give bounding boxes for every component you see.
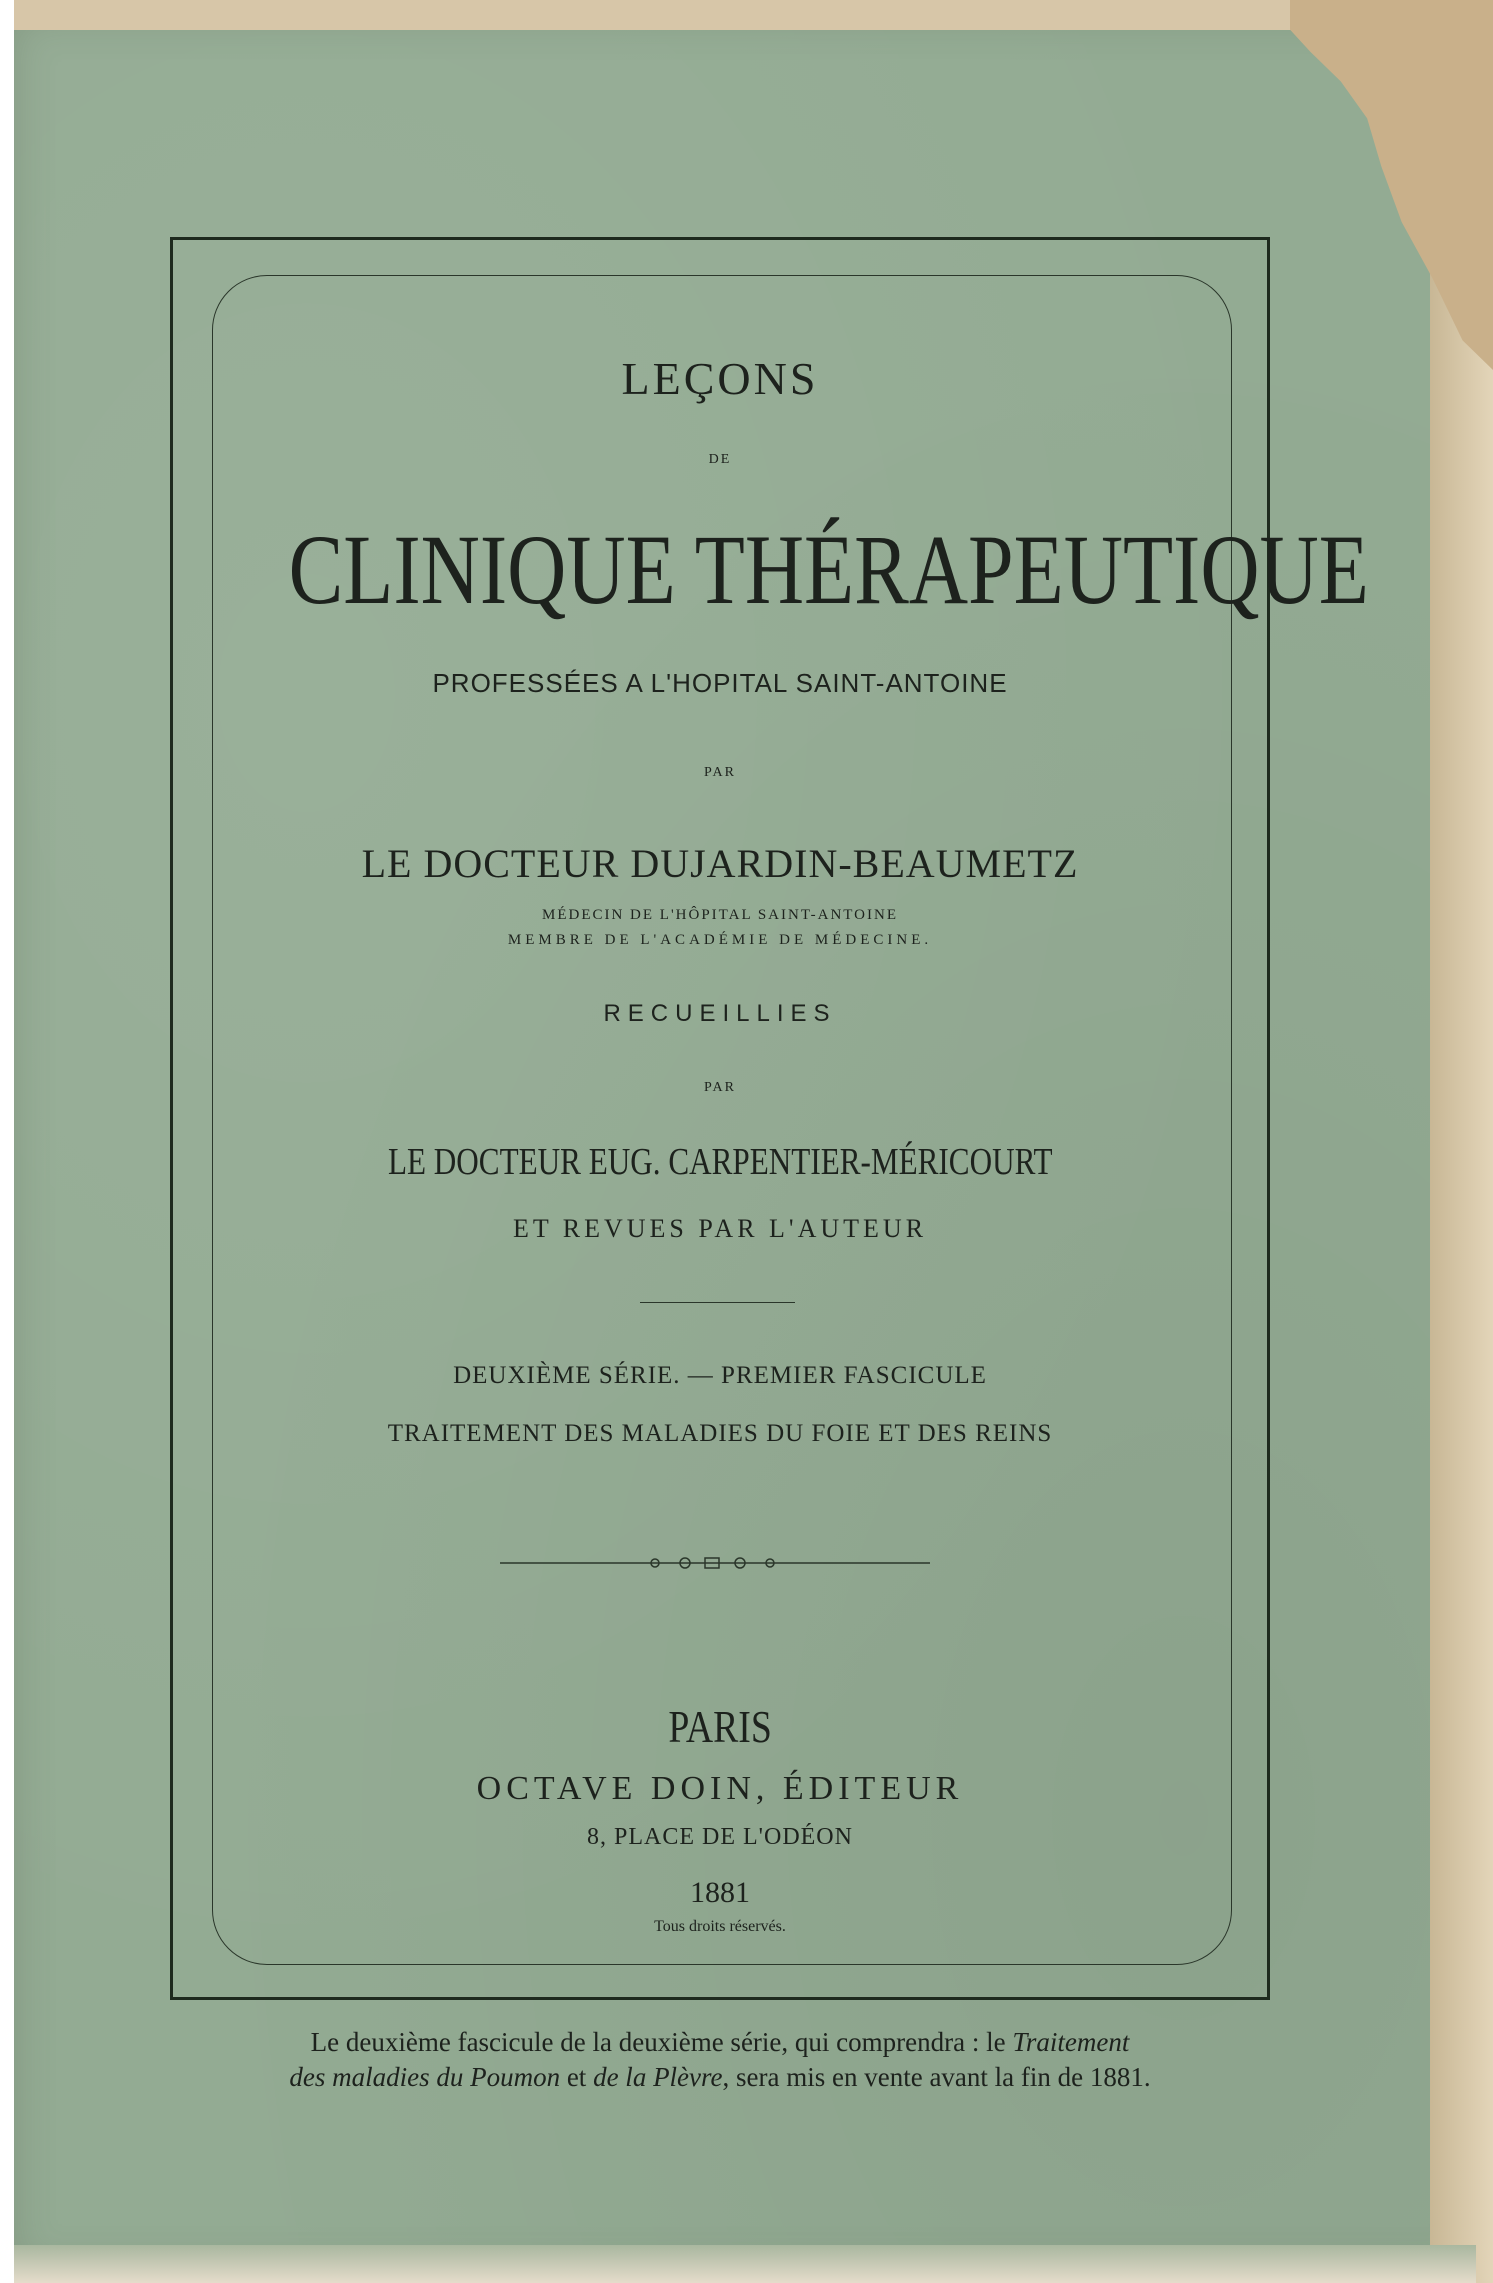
footnote-text-2b: , sera mis en vente avant la fin de 1881. [722, 2062, 1151, 2092]
par-1: PAR [704, 765, 736, 780]
author-title-2: MEMBRE DE L'ACADÉMIE DE MÉDECINE. [507, 932, 933, 948]
title-top: LEÇONS [621, 353, 819, 404]
author-title-1: MÉDECIN DE L'HÔPITAL SAINT-ANTOINE [541, 907, 898, 923]
par-2: PAR [704, 1080, 736, 1095]
footnote-italic-2b: de la Plèvre [593, 2062, 723, 2092]
footnote-italic-1: Traitement [1012, 2027, 1130, 2057]
recueillies: RECUEILLIES [603, 1000, 837, 1027]
editor-wrap [170, 1140, 1270, 1184]
paper-edge-bottom [14, 2245, 1476, 2283]
footnote-text-1: Le deuxième fascicule de la deuxième série, qui comprendra : le [310, 2027, 1013, 2057]
publisher: OCTAVE DOIN, ÉDITEUR [476, 1770, 964, 1807]
editor: LE DOCTEUR EUG. CARPENTIER-MÉRICOURT [387, 1141, 1053, 1183]
footnote-text-2a: et [560, 2062, 594, 2092]
address: 8, PLACE DE L'ODÉON [587, 1824, 853, 1850]
title-main: CLINIQUE THÉRAPEUTIQUE [288, 514, 1369, 625]
city-wrap [170, 1700, 1270, 1754]
footnote-line-1 [170, 2027, 1270, 2058]
series: DEUXIÈME SÉRIE. — PREMIER FASCICULE [453, 1362, 987, 1389]
year: 1881 [690, 1876, 750, 1909]
divider-short [640, 1302, 795, 1303]
topic: TRAITEMENT DES MALADIES DU FOIE ET DES REINS [387, 1420, 1053, 1447]
revues: ET REVUES PAR L'AUTEUR [512, 1214, 928, 1243]
footnote-italic-2a: des maladies du Poumon [289, 2062, 561, 2092]
title-main-wrap [170, 514, 1369, 625]
city: PARIS [668, 1701, 772, 1752]
footnote-line-2 [170, 2062, 1270, 2093]
subtitle: PROFESSÉES A L'HOPITAL SAINT-ANTOINE [432, 668, 1008, 698]
paper-edge-top [14, 0, 1476, 30]
title-de: DE [708, 452, 732, 467]
ornament-rule [500, 1553, 930, 1573]
rights: Tous droits réservés. [654, 1918, 786, 1935]
author: LE DOCTEUR DUJARDIN-BEAUMETZ [361, 841, 1079, 886]
